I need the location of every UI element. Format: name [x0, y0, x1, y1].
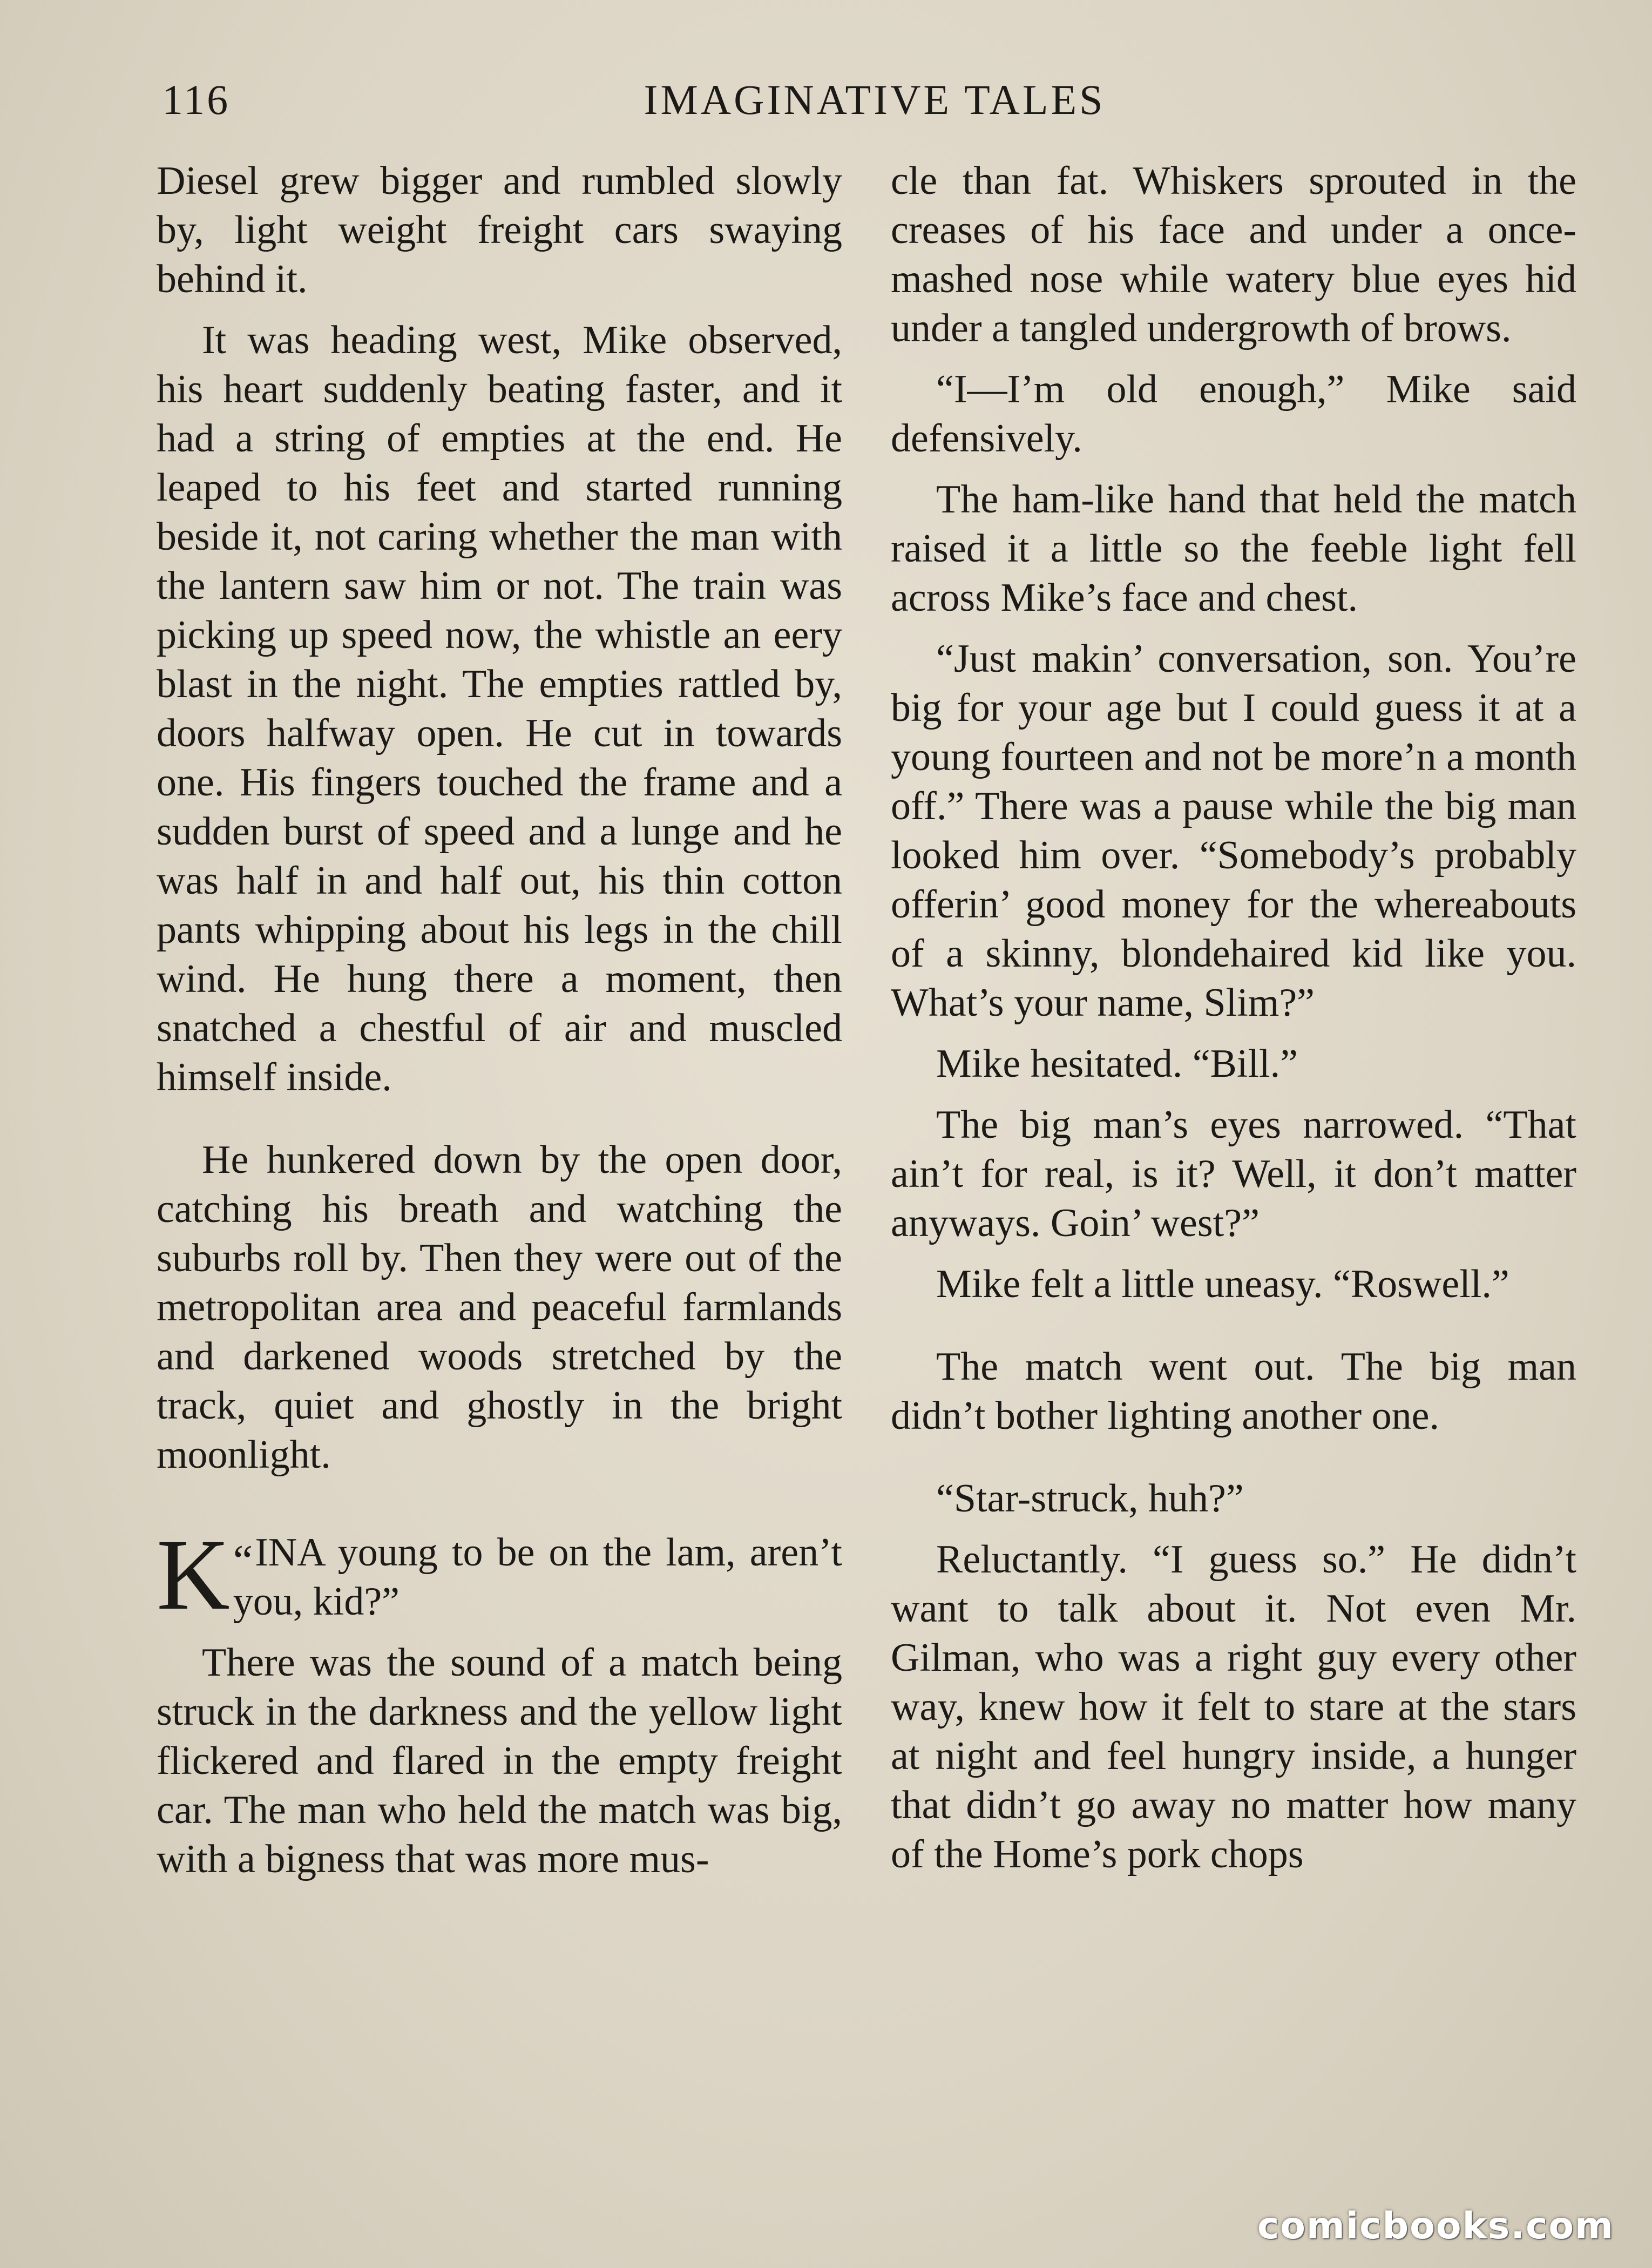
- paragraph: The big man’s eyes narrowed. “That ain’t for real, is it? Well, it don’t matter anyways. Goin’ west?”: [891, 1103, 1576, 1245]
- page-header: [162, 76, 1587, 135]
- paragraph: cle than fat. Whiskers sprouted in the creases of his face and under a once-mashed nose while watery blue eyes hid under a tangled undergrowth of brows.: [891, 159, 1576, 350]
- paragraph: “I—I’m old enough,” Mike said defensively.: [891, 367, 1576, 461]
- paragraph: “Just makin’ conversation, son. You’re big for your age but I could guess it at a young fourteen and not be more’n a month off.” There was a pause while the big man looked him over. “Somebody’s probably offerin’ good money for the whereabouts of a skinny, blondehaired kid like you. What’s your name, Slim?”: [891, 637, 1576, 1025]
- paragraph: It was heading west, Mike observed, his heart suddenly beating faster, and it had a string of empties at the end. He leaped to his feet and started running beside it, not caring whether the man with the lantern saw him or not. The train was picking up speed now, the whistle an eery blast in the night. The empties rattled by, doors halfway open. He cut in towards one. His fingers touched the frame and a sudden burst of speed and a lunge and he was half in and half out, his thin cotton pants whipping about his legs in the chill wind. He hung there a moment, then snatched a chestful of air and muscled himself inside.: [157, 318, 842, 1099]
- drop-cap-text: INA young to be on the lam, aren’t you, kid?”: [233, 1530, 842, 1624]
- watermark: comicbooks.com: [1257, 2205, 1614, 2247]
- paragraph: “Star-struck, huh?”: [936, 1476, 1244, 1521]
- paragraph: There was the sound of a match being struck in the darkness and the yellow light flickered and flared in the empty freight car. The man who held the match was big, with a bigness that was more mus-: [157, 1641, 842, 1881]
- drop-cap-quote: “: [233, 1536, 253, 1585]
- paragraph: He hunkered down by the open door, catching his breath and watching the suburbs roll by. Then they were out of the metropolitan area and peaceful farmlands and darkened woods stretched by the track, quiet and ghostly in the bright moonlight.: [157, 1138, 842, 1477]
- paragraph: Reluctantly. “I guess so.” He didn’t want to talk about it. Not even Mr. Gilman, who was a right guy every other way, knew how it felt to stare at the stars at night and feel hungry inside, a hunger that didn’t go away no matter how many of the Home’s pork chops: [891, 1537, 1576, 1877]
- paragraph: The ham-like hand that held the match raised it a little so the feeble light fell across Mike’s face and chest.: [891, 477, 1576, 620]
- paragraph: Diesel grew bigger and rumbled slowly by, light weight freight cars swaying behind it.: [157, 159, 842, 301]
- running-title: IMAGINATIVE TALES: [644, 76, 1106, 123]
- right-column: [891, 157, 1576, 1879]
- page-number: 116: [162, 76, 231, 123]
- left-column: [157, 157, 842, 1884]
- paragraph: Mike felt a little uneasy. “Roswell.”: [936, 1262, 1509, 1306]
- paragraph: The match went out. The big man didn’t bother lighting another one.: [891, 1345, 1576, 1438]
- drop-cap-paragraph: [157, 1518, 842, 1631]
- paragraph: Mike hesitated. “Bill.”: [936, 1042, 1298, 1086]
- drop-cap-letter: K: [157, 1518, 230, 1631]
